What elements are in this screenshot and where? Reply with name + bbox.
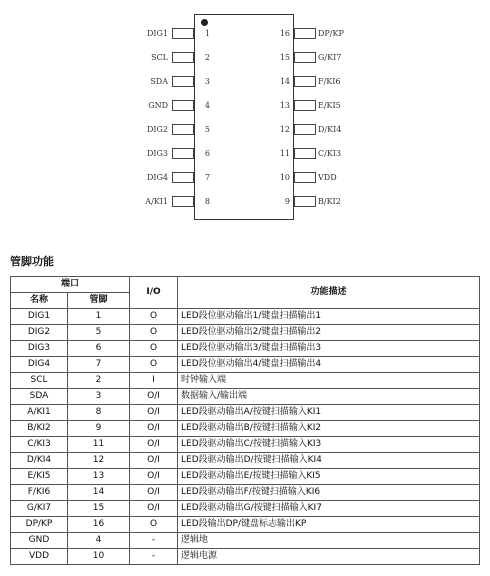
pin-number-cell: 10 bbox=[68, 549, 130, 565]
pin-number-label: 15 bbox=[279, 53, 290, 62]
pin-name-label: D/KI4 bbox=[318, 125, 342, 134]
table-row bbox=[11, 405, 480, 421]
chip-body bbox=[194, 14, 294, 220]
pin-number-cell: 9 bbox=[68, 421, 130, 437]
pin-number-cell: 4 bbox=[68, 533, 130, 549]
pin-name-label: A/KI1 bbox=[145, 197, 168, 206]
pin-name-label: SDA bbox=[150, 77, 168, 86]
io-cell: O bbox=[130, 309, 178, 325]
description-cell: LED段驱动输出D/按键扫描输入KI4 bbox=[178, 453, 480, 469]
pin-name-label: DIG1 bbox=[146, 29, 168, 38]
pin-name-label: B/KI2 bbox=[318, 197, 341, 206]
pin-name-cell: GND bbox=[11, 533, 68, 549]
pin-number-label: 5 bbox=[204, 125, 210, 134]
table-row bbox=[11, 453, 480, 469]
pin-number-label: 13 bbox=[279, 101, 290, 110]
table-row bbox=[11, 517, 480, 533]
description-cell: LED段输出DP/键盘标志输出KP bbox=[178, 517, 480, 533]
pin-number-cell: 8 bbox=[68, 405, 130, 421]
pin-name-label: G/KI7 bbox=[318, 53, 342, 62]
io-cell: O bbox=[130, 517, 178, 533]
pin-row bbox=[279, 75, 360, 89]
table-header-row bbox=[11, 277, 480, 293]
description-cell: 逻辑电源 bbox=[178, 549, 480, 565]
pin-number-cell: 3 bbox=[68, 389, 130, 405]
pin-name-cell: DIG4 bbox=[11, 357, 68, 373]
pin-header: 管脚 bbox=[68, 293, 130, 309]
pin-number-cell: 13 bbox=[68, 469, 130, 485]
description-cell: LED段驱动输出B/按键扫描输入KI2 bbox=[178, 421, 480, 437]
pin-row bbox=[130, 51, 210, 65]
pin-number-label: 2 bbox=[204, 53, 210, 62]
pin-lead bbox=[294, 76, 316, 87]
pin-name-label: DP/KP bbox=[318, 29, 344, 38]
pin-lead bbox=[294, 52, 316, 63]
pin-number-cell: 15 bbox=[68, 501, 130, 517]
table-row bbox=[11, 421, 480, 437]
pin-row bbox=[279, 147, 360, 161]
table-row bbox=[11, 533, 480, 549]
pin-name-cell: DP/KP bbox=[11, 517, 68, 533]
pin-number-label: 12 bbox=[279, 125, 290, 134]
pin-lead bbox=[294, 28, 316, 39]
pin-lead bbox=[172, 76, 194, 87]
table-row bbox=[11, 389, 480, 405]
pin-name-cell: D/KI4 bbox=[11, 453, 68, 469]
pin-name-cell: SCL bbox=[11, 373, 68, 389]
pin-row bbox=[130, 171, 210, 185]
pin-row bbox=[130, 75, 210, 89]
pin-name-label: C/KI3 bbox=[318, 149, 342, 158]
pin-number-cell: 5 bbox=[68, 325, 130, 341]
pin-lead bbox=[294, 148, 316, 159]
desc-header: 功能描述 bbox=[178, 277, 480, 309]
description-cell: 数据输入/输出端 bbox=[178, 389, 480, 405]
name-header: 名称 bbox=[11, 293, 68, 309]
pin-lead bbox=[172, 172, 194, 183]
pin-function-table bbox=[10, 276, 480, 565]
description-cell: 时钟输入端 bbox=[178, 373, 480, 389]
pin-name-cell: DIG3 bbox=[11, 341, 68, 357]
description-cell: LED段位驱动输出1/键盘扫描输出1 bbox=[178, 309, 480, 325]
description-cell: LED段驱动输出C/按键扫描输入KI3 bbox=[178, 437, 480, 453]
pin-number-cell: 7 bbox=[68, 357, 130, 373]
table-row bbox=[11, 501, 480, 517]
pin-name-label: E/KI5 bbox=[318, 101, 341, 110]
pin-name-label: DIG3 bbox=[146, 149, 168, 158]
io-cell: - bbox=[130, 533, 178, 549]
io-cell: - bbox=[130, 549, 178, 565]
pin-name-label: DIG2 bbox=[146, 125, 168, 134]
pin-number-label: 3 bbox=[204, 77, 210, 86]
table-row bbox=[11, 469, 480, 485]
pin-lead bbox=[172, 100, 194, 111]
io-cell: O/I bbox=[130, 469, 178, 485]
pin-number-label: 11 bbox=[279, 149, 290, 158]
pin-lead bbox=[172, 52, 194, 63]
table-row bbox=[11, 485, 480, 501]
description-cell: LED段驱动输出G/按键扫描输入KI7 bbox=[178, 501, 480, 517]
table-row bbox=[11, 325, 480, 341]
section-title: 管脚功能 bbox=[10, 255, 54, 268]
pin-number-label: 16 bbox=[279, 29, 290, 38]
table-row bbox=[11, 373, 480, 389]
pin-number-label: 4 bbox=[204, 101, 210, 110]
pin-name-label: F/KI6 bbox=[318, 77, 341, 86]
pin-number-cell: 1 bbox=[68, 309, 130, 325]
io-cell: I bbox=[130, 373, 178, 389]
pin-name-label: SCL bbox=[151, 53, 168, 62]
pin-name-cell: DIG2 bbox=[11, 325, 68, 341]
pin-row bbox=[279, 123, 360, 137]
pin-name-label: GND bbox=[148, 101, 168, 110]
pin1-indicator-dot bbox=[201, 19, 208, 26]
pin-name-label: VDD bbox=[318, 173, 337, 182]
chip-pinout-diagram bbox=[130, 10, 360, 230]
pin-lead bbox=[294, 172, 316, 183]
table-row bbox=[11, 549, 480, 565]
pin-lead bbox=[172, 28, 194, 39]
pin-name-cell: E/KI5 bbox=[11, 469, 68, 485]
pin-number-cell: 14 bbox=[68, 485, 130, 501]
pin-lead bbox=[172, 124, 194, 135]
io-cell: O/I bbox=[130, 437, 178, 453]
io-cell: O/I bbox=[130, 389, 178, 405]
pin-number-label: 8 bbox=[204, 197, 210, 206]
pin-name-cell: VDD bbox=[11, 549, 68, 565]
io-cell: O bbox=[130, 325, 178, 341]
pin-lead bbox=[172, 196, 194, 207]
pin-name-cell: C/KI3 bbox=[11, 437, 68, 453]
pin-lead bbox=[294, 196, 316, 207]
description-cell: LED段驱动输出E/按键扫描输入KI5 bbox=[178, 469, 480, 485]
pin-name-cell: A/KI1 bbox=[11, 405, 68, 421]
io-cell: O/I bbox=[130, 405, 178, 421]
pin-row bbox=[130, 99, 210, 113]
description-cell: LED段驱动输出F/按键扫描输入KI6 bbox=[178, 485, 480, 501]
pin-number-label: 6 bbox=[204, 149, 210, 158]
io-cell: O/I bbox=[130, 485, 178, 501]
pin-number-label: 9 bbox=[284, 197, 290, 206]
pin-name-cell: SDA bbox=[11, 389, 68, 405]
pin-name-cell: G/KI7 bbox=[11, 501, 68, 517]
io-cell: O bbox=[130, 357, 178, 373]
table-row bbox=[11, 341, 480, 357]
pin-row bbox=[130, 195, 210, 209]
description-cell: LED段位驱动输出4/键盘扫描输出4 bbox=[178, 357, 480, 373]
table-row bbox=[11, 357, 480, 373]
pin-number-label: 14 bbox=[279, 77, 290, 86]
description-cell: LED段驱动输出A/按键扫描输入KI1 bbox=[178, 405, 480, 421]
table-row bbox=[11, 437, 480, 453]
pin-row bbox=[130, 27, 210, 41]
pin-row bbox=[284, 195, 360, 209]
io-cell: O/I bbox=[130, 453, 178, 469]
pin-row bbox=[279, 99, 360, 113]
description-cell: LED段位驱动输出2/键盘扫描输出2 bbox=[178, 325, 480, 341]
pin-lead bbox=[172, 148, 194, 159]
pin-name-cell: F/KI6 bbox=[11, 485, 68, 501]
io-cell: O/I bbox=[130, 501, 178, 517]
pin-number-label: 10 bbox=[279, 173, 290, 182]
io-header: I/O bbox=[130, 277, 178, 309]
pin-number-label: 7 bbox=[204, 173, 210, 182]
pin-number-cell: 11 bbox=[68, 437, 130, 453]
pin-row bbox=[279, 27, 360, 41]
pin-row bbox=[279, 51, 360, 65]
pin-name-cell: DIG1 bbox=[11, 309, 68, 325]
pin-number-cell: 2 bbox=[68, 373, 130, 389]
io-cell: O/I bbox=[130, 421, 178, 437]
pin-row bbox=[279, 171, 360, 185]
description-cell: LED段位驱动输出3/键盘扫描输出3 bbox=[178, 341, 480, 357]
pin-number-label: 1 bbox=[204, 29, 210, 38]
io-cell: O bbox=[130, 341, 178, 357]
pin-number-cell: 6 bbox=[68, 341, 130, 357]
pin-number-cell: 16 bbox=[68, 517, 130, 533]
pin-lead bbox=[294, 100, 316, 111]
pin-name-cell: B/KI2 bbox=[11, 421, 68, 437]
pin-row bbox=[130, 147, 210, 161]
pin-row bbox=[130, 123, 210, 137]
description-cell: 逻辑地 bbox=[178, 533, 480, 549]
pin-lead bbox=[294, 124, 316, 135]
table-row bbox=[11, 309, 480, 325]
pin-name-label: DIG4 bbox=[146, 173, 168, 182]
port-header: 端口 bbox=[11, 277, 130, 293]
pin-number-cell: 12 bbox=[68, 453, 130, 469]
